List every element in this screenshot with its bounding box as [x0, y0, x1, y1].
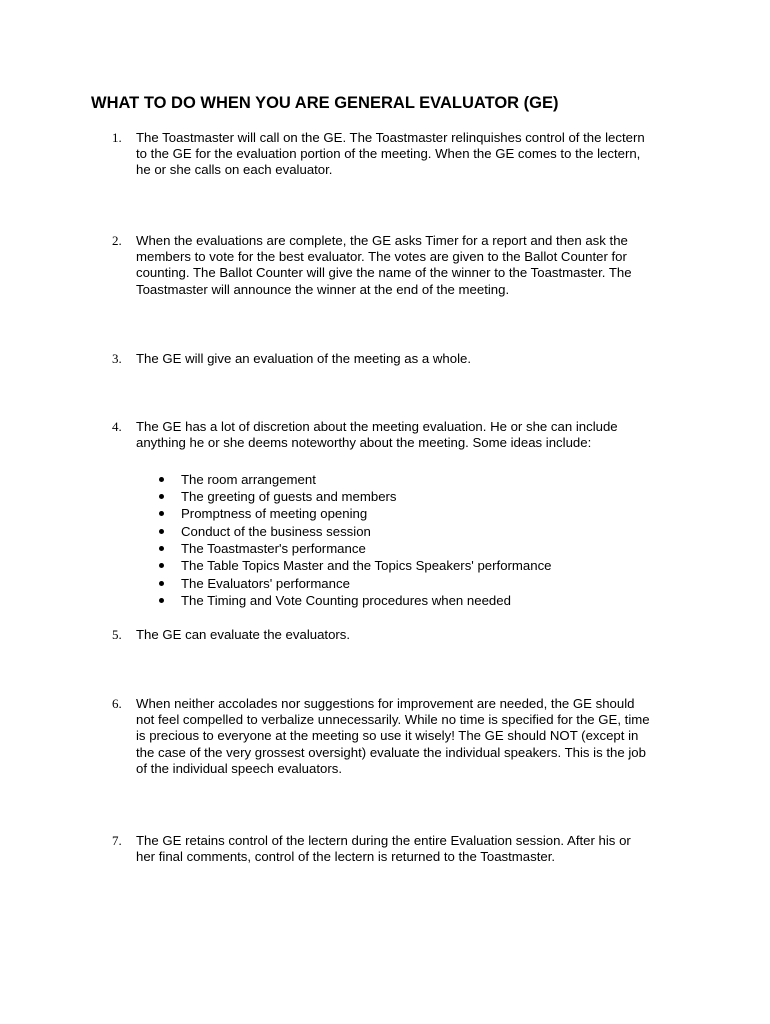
item-number: 1. — [112, 130, 122, 145]
item-line: counting. The Ballot Counter will give the name of the winner to the Toastmaster. The — [136, 265, 632, 281]
item-number: 6. — [112, 696, 122, 711]
item-text — [136, 627, 684, 643]
item-line: not feel compelled to verbalize unnecessarily. While no time is specified for the GE, time — [136, 712, 650, 728]
item-line: The GE retains control of the lectern during the entire Evaluation session. After his or — [136, 833, 631, 848]
item-line: The GE can evaluate the evaluators. — [136, 627, 351, 642]
bullet-dot-icon — [159, 529, 164, 534]
bullet-dot-icon — [159, 494, 164, 499]
bullet-text: Conduct of the business session — [181, 524, 371, 539]
bullet-text: Promptness of meeting opening — [181, 506, 368, 521]
bullet-text: The room arrangement — [181, 472, 316, 487]
item-text — [136, 419, 684, 451]
bullet-dot-icon — [159, 563, 164, 568]
item-line: is precious to everyone at the meeting so use it wisely! The GE should NOT (except in — [136, 728, 639, 744]
item-line: When the evaluations are complete, the GE asks Timer for a report and then ask the — [136, 233, 628, 248]
bullet-text: The greeting of guests and members — [181, 489, 397, 504]
item-number: 5. — [112, 627, 122, 642]
item-text — [136, 833, 684, 865]
bullet-dot-icon — [159, 581, 164, 586]
document-title: WHAT TO DO WHEN YOU ARE GENERAL EVALUATOR (GE) — [91, 94, 559, 112]
item-text — [136, 130, 684, 179]
item-line: her final comments, control of the lectern is returned to the Toastmaster. — [136, 849, 556, 865]
item-number: 7. — [112, 833, 122, 848]
item-text — [136, 351, 684, 367]
item-line: The Toastmaster will call on the GE. The Toastmaster relinquishes control of the lectern — [136, 130, 645, 145]
item-number: 4. — [112, 419, 122, 434]
bullet-text: The Table Topics Master and the Topics Speakers' performance — [181, 558, 552, 573]
item-line: the case of the very grossest oversight) evaluate the individual speakers. This is the job — [136, 744, 646, 760]
bullet-text: The Timing and Vote Counting procedures when needed — [181, 593, 511, 608]
item-text — [136, 233, 684, 298]
bullet-text: The Evaluators' performance — [181, 576, 350, 591]
item-number: 3. — [112, 351, 122, 366]
bullet-dot-icon — [159, 546, 164, 551]
item-number: 2. — [112, 233, 122, 248]
item-line: The GE will give an evaluation of the meeting as a whole. — [136, 351, 472, 366]
item-line: The GE has a lot of discretion about the meeting evaluation. He or she can include — [136, 419, 618, 434]
bullet-dot-icon — [159, 511, 164, 516]
bullet-dot-icon — [159, 477, 164, 482]
item-line: When neither accolades nor suggestions for improvement are needed, the GE should — [136, 696, 635, 711]
item-line: to the GE for the evaluation portion of the meeting. When the GE comes to the lectern, — [136, 146, 641, 162]
bullet-text: The Toastmaster's performance — [181, 541, 366, 556]
item-line: he or she calls on each evaluator. — [136, 162, 333, 178]
item-text — [136, 696, 684, 777]
item-line: members to vote for the best evaluator. The votes are given to the Ballot Counter for — [136, 249, 627, 265]
bullet-dot-icon — [159, 598, 164, 603]
item-line: anything he or she deems noteworthy about the meeting. Some ideas include: — [136, 435, 592, 451]
item-line: Toastmaster will announce the winner at the end of the meeting. — [136, 281, 510, 297]
item-line: of the individual speech evaluators. — [136, 760, 343, 776]
